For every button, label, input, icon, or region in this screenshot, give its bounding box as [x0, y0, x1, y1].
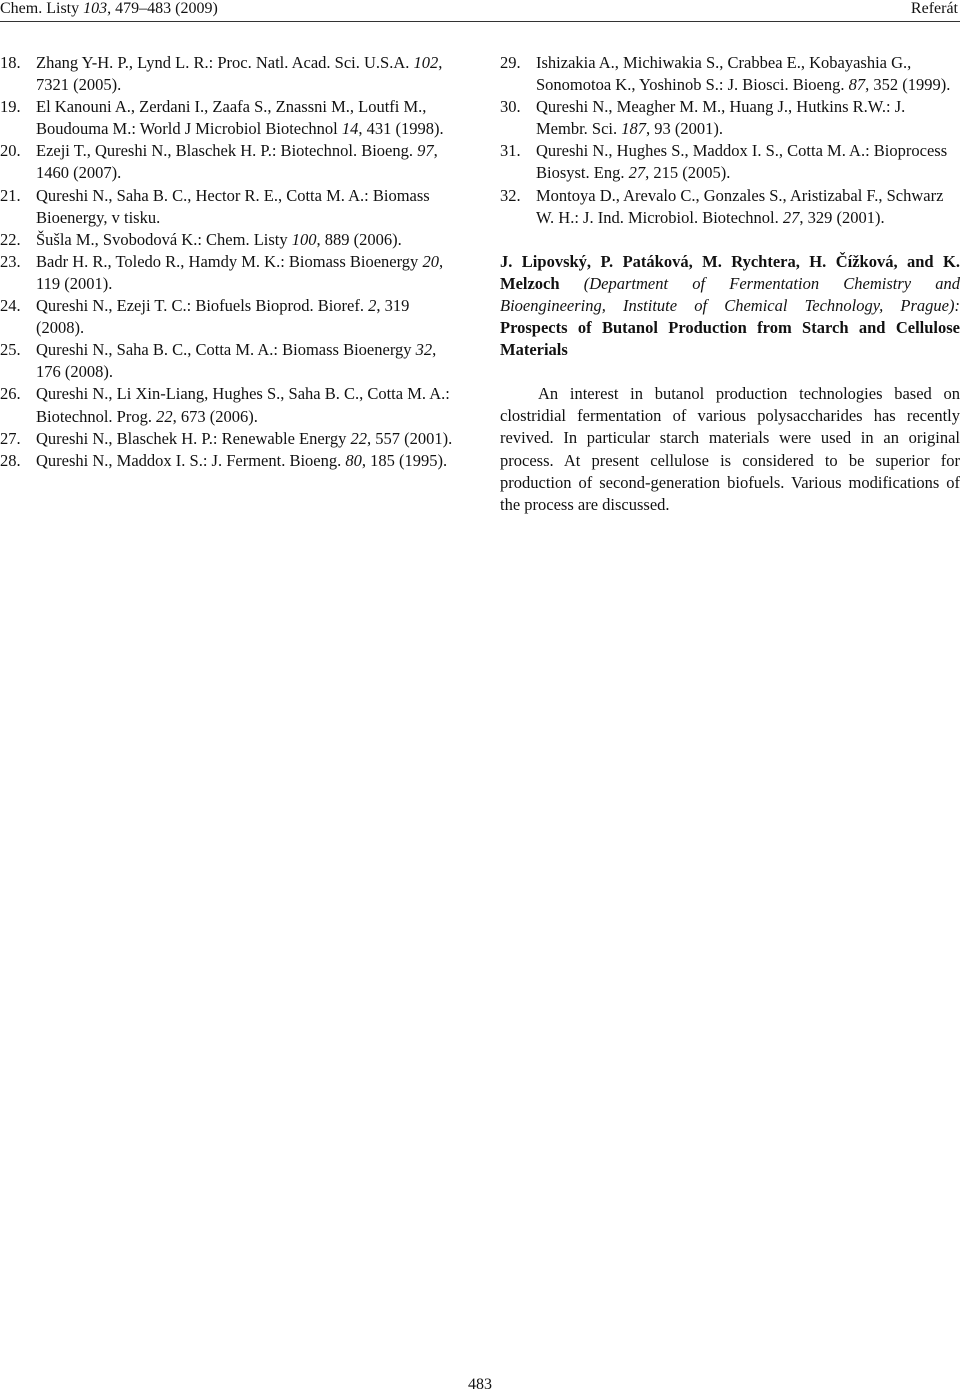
reference-pages: , 431 (1998).: [358, 119, 444, 139]
reference-source: Zhang Y-H. P., Lynd L. R.: Proc. Natl. Acad. Sci. U.S.A.: [36, 53, 414, 72]
reference-text: [36, 140, 460, 184]
reference-item: [500, 96, 960, 140]
reference-item: [0, 428, 460, 450]
reference-source: Qureshi N., Meagher M. M., Huang J., Hutkins R.W.: J. Membr. Sci.: [536, 97, 906, 139]
reference-text: [536, 140, 960, 184]
reference-number: 23.: [0, 251, 21, 271]
reference-number: 31.: [500, 141, 521, 161]
reference-item: [0, 52, 460, 96]
reference-source: Qureshi N., Blaschek H. P.: Renewable Energy: [36, 428, 351, 448]
journal-pages: , 479–483 (2009): [107, 0, 218, 17]
abstract-authors: J. Lipovský, P. Patáková, M. Rychtera, H. Čížková, and K. Melzoch: [500, 251, 960, 293]
reference-source: Ezeji T., Qureshi N., Blaschek H. P.: Biotechnol. Bioeng.: [36, 141, 418, 161]
reference-item: [0, 295, 460, 339]
reference-text: [36, 52, 460, 96]
reference-item: [0, 339, 460, 383]
reference-text: [36, 295, 460, 339]
reference-item: [500, 185, 960, 229]
reference-text: [36, 229, 460, 251]
reference-pages: , 93 (2001).: [646, 119, 723, 139]
reference-number: 20.: [0, 141, 21, 161]
reference-pages: , 185 (1995).: [361, 450, 448, 470]
reference-item: [0, 140, 460, 184]
reference-volume: 87: [848, 75, 866, 95]
reference-source: El Kanouni A., Zerdani I., Zaafa S., Znassni M., Loutfi M., Boudouma M.: World J Microbiol Biotechnol: [36, 97, 427, 139]
reference-text: [36, 450, 460, 472]
right-column: [500, 52, 960, 516]
reference-source: Qureshi N., Maddox I. S.: J. Ferment. Bioeng.: [36, 450, 346, 470]
reference-pages: , 176 (2008).: [36, 340, 437, 382]
reference-volume: 20: [422, 251, 439, 271]
section-label: Referát: [910, 0, 958, 17]
reference-volume: 32: [415, 340, 433, 360]
reference-item: [500, 52, 960, 96]
reference-source: Badr H. R., Toledo R., Hamdy M. K.: Biomass Bioenergy: [36, 251, 423, 271]
reference-volume: 97: [417, 141, 434, 161]
reference-number: 22.: [0, 229, 21, 249]
reference-volume: 80: [345, 450, 362, 470]
reference-text: [36, 428, 460, 450]
reference-pages: , 557 (2001).: [367, 428, 453, 448]
reference-text: [536, 52, 960, 96]
reference-source: Qureshi N., Saha B. C., Hector R. E., Cotta M. A.: Biomass Bioenergy, v tisku.: [36, 185, 430, 227]
page-number: 483: [468, 1376, 492, 1393]
reference-source: Qureshi N., Ezeji T. C.: Biofuels Bioprod. Bioref.: [36, 296, 369, 316]
reference-number: 18.: [0, 53, 21, 72]
reference-volume: 22: [156, 406, 173, 426]
reference-pages: , 889 (2006).: [316, 229, 402, 249]
reference-number: 19.: [0, 97, 21, 117]
reference-volume: 2: [368, 296, 377, 316]
reference-text: [36, 185, 460, 229]
reference-number: 27.: [0, 428, 21, 448]
header-rule: [0, 21, 960, 22]
reference-pages: , 352 (1999).: [865, 75, 951, 95]
reference-number: 24.: [0, 296, 21, 316]
reference-text: [36, 383, 460, 427]
reference-item: [0, 450, 460, 472]
reference-text: [536, 96, 960, 140]
reference-volume: 22: [350, 428, 368, 448]
reference-source: Qureshi N., Hughes S., Maddox I. S., Cotta M. A.: Bioprocess Biosyst. Eng.: [536, 141, 948, 183]
reference-item: [0, 251, 460, 295]
reference-text: [536, 185, 960, 229]
reference-pages: , 215 (2005).: [645, 163, 731, 183]
running-header: [0, 0, 960, 22]
reference-volume: 27: [782, 207, 800, 227]
reference-number: 26.: [0, 384, 21, 404]
reference-volume: 100: [291, 229, 317, 249]
reference-text: [36, 251, 460, 295]
reference-text: [36, 96, 460, 140]
right-reference-list: [500, 52, 960, 229]
journal-citation: [0, 0, 218, 18]
reference-source: Qureshi N., Li Xin-Liang, Hughes S., Saha B. C., Cotta M. A.: Biotechnol. Prog.: [36, 384, 450, 426]
reference-pages: , 119 (2001).: [36, 251, 444, 293]
reference-number: 32.: [500, 185, 521, 205]
reference-source: Montoya D., Arevalo C., Gonzales S., Aristizabal F., Schwarz W. H.: J. Ind. Microbiol. Biotechnol.: [536, 185, 944, 227]
reference-number: 28.: [0, 450, 21, 470]
reference-volume: 14: [341, 119, 359, 139]
reference-pages: , 319 (2008).: [36, 296, 410, 338]
journal-volume: 103: [83, 0, 108, 17]
reference-item: [0, 383, 460, 427]
reference-pages: , 7321 (2005).: [36, 53, 443, 95]
journal-prefix: Chem. Listy: [0, 0, 84, 17]
reference-item: [500, 140, 960, 184]
reference-volume: 102: [413, 53, 439, 72]
abstract-affiliation: (Department of Fermentation Chemistry and Bioengineering, Institute of Chemical Technology, Prague):: [500, 273, 960, 315]
reference-pages: , 1460 (2007).: [36, 141, 438, 183]
reference-number: 30.: [500, 97, 521, 117]
reference-pages: , 673 (2006).: [172, 406, 258, 426]
reference-source: Šušla M., Svobodová K.: Chem. Listy: [36, 229, 292, 249]
reference-volume: 27: [628, 163, 646, 183]
left-column: [0, 52, 460, 472]
abstract-heading: [500, 251, 960, 361]
reference-number: 21.: [0, 185, 21, 205]
abstract-title: Prospects of Butanol Production from Starch and Cellulose Materials: [500, 318, 960, 360]
reference-item: [0, 229, 460, 251]
reference-source: Ishizakia A., Michiwakia S., Crabbea E., Kobayashia G., Sonomotoa K., Yoshinob S.: J. Biosci. Bioeng.: [536, 53, 912, 95]
reference-item: [0, 185, 460, 229]
reference-text: [36, 339, 460, 383]
reference-source: Qureshi N., Saha B. C., Cotta M. A.: Biomass Bioenergy: [36, 340, 416, 360]
reference-volume: 187: [621, 119, 646, 139]
reference-number: 25.: [0, 340, 21, 360]
reference-item: [0, 96, 460, 140]
abstract-body: An interest in butanol production technologies based on clostridial fermentation of various polysaccharides has recently revived. In particular starch materials were used in an original process. At present cellulose is considered to be superior for production of second-generation biofuels. Various modifications of the process are discussed.: [500, 384, 960, 514]
reference-pages: , 329 (2001).: [799, 207, 885, 227]
reference-number: 29.: [500, 53, 521, 72]
